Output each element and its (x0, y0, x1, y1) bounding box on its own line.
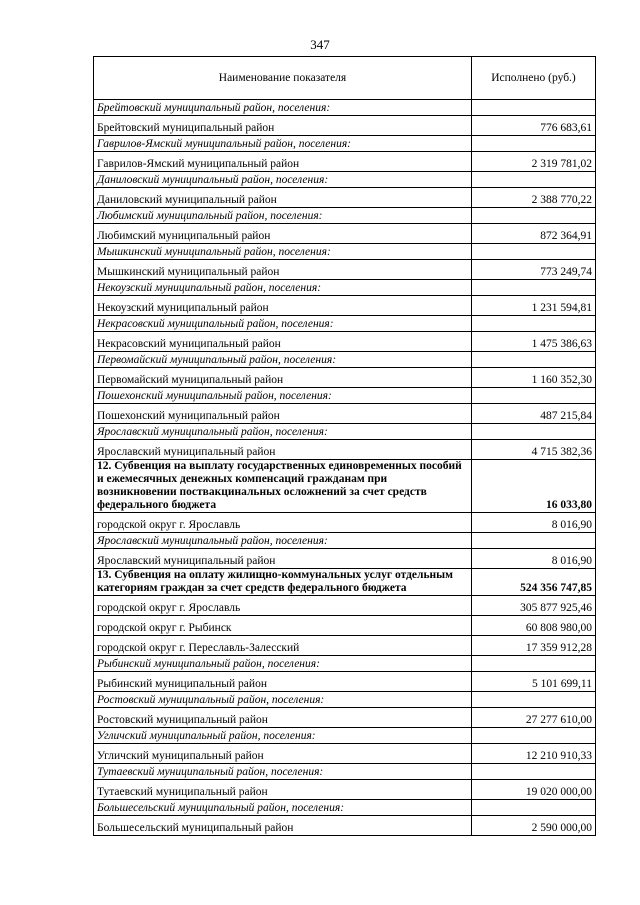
row-value: 2 590 000,00 (472, 816, 596, 836)
region-header-row (94, 728, 596, 744)
row-value (472, 280, 596, 296)
region-header-row (94, 656, 596, 672)
row-name: Большесельский муниципальный район, поселения: (94, 800, 472, 816)
table-row (94, 616, 596, 636)
table-row (94, 708, 596, 728)
region-header-row (94, 316, 596, 332)
row-value: 872 364,91 (472, 224, 596, 244)
row-value: 4 715 382,36 (472, 440, 596, 460)
region-header-row (94, 136, 596, 152)
table-body (94, 100, 596, 836)
row-value: 2 319 781,02 (472, 152, 596, 172)
row-name: Гаврилов-Ямский муниципальный район (94, 152, 472, 172)
row-name: городской округ г. Ярославль (94, 513, 472, 533)
row-name: Даниловский муниципальный район, поселения: (94, 172, 472, 188)
row-value: 17 359 912,28 (472, 636, 596, 656)
region-header-row (94, 692, 596, 708)
row-value (472, 424, 596, 440)
row-value: 776 683,61 (472, 116, 596, 136)
table-row (94, 116, 596, 136)
table-row (94, 332, 596, 352)
row-value: 60 808 980,00 (472, 616, 596, 636)
row-value: 16 033,80 (472, 460, 596, 513)
table-row (94, 224, 596, 244)
row-value (472, 656, 596, 672)
row-name: Ярославский муниципальный район, поселения: (94, 533, 472, 549)
row-value: 8 016,90 (472, 513, 596, 533)
row-value (472, 728, 596, 744)
region-header-row (94, 100, 596, 116)
header-indicator-name: Наименование показателя (94, 57, 472, 100)
row-name: Ярославский муниципальный район (94, 440, 472, 460)
row-name: Угличский муниципальный район, поселения: (94, 728, 472, 744)
row-value: 19 020 000,00 (472, 780, 596, 800)
region-header-row (94, 208, 596, 224)
section-total-row (94, 569, 596, 596)
table-row (94, 816, 596, 836)
table-row (94, 636, 596, 656)
row-value (472, 764, 596, 780)
row-name: Мышкинский муниципальный район, поселения: (94, 244, 472, 260)
row-value: 305 877 925,46 (472, 596, 596, 616)
table-row (94, 440, 596, 460)
row-name: Ярославский муниципальный район, поселения: (94, 424, 472, 440)
row-name: Гаврилов-Ямский муниципальный район, поселения: (94, 136, 472, 152)
region-header-row (94, 172, 596, 188)
row-name: городской округ г. Ярославль (94, 596, 472, 616)
row-value (472, 800, 596, 816)
region-header-row (94, 244, 596, 260)
region-header-row (94, 800, 596, 816)
region-header-row (94, 424, 596, 440)
row-value: 12 210 910,33 (472, 744, 596, 764)
row-name: Некрасовский муниципальный район (94, 332, 472, 352)
row-name: городской округ г. Переславль-Залесский (94, 636, 472, 656)
table-row (94, 672, 596, 692)
row-value: 487 215,84 (472, 404, 596, 424)
row-name: Угличский муниципальный район (94, 744, 472, 764)
row-value: 8 016,90 (472, 549, 596, 569)
row-value: 2 388 770,22 (472, 188, 596, 208)
table-row (94, 188, 596, 208)
row-name: Пошехонский муниципальный район (94, 404, 472, 424)
row-name: 12. Субвенция на выплату государственных единовременных пособий и ежемесячных денежных компенсаций гражданам при возникновении поствакцинальных осложнений за счет средств федерального бюджета (94, 460, 472, 513)
region-header-row (94, 764, 596, 780)
row-name: Ростовский муниципальный район, поселения: (94, 692, 472, 708)
row-value (472, 244, 596, 260)
page-number: 347 (310, 37, 330, 52)
table-row (94, 368, 596, 388)
table-row (94, 744, 596, 764)
table-header-row (94, 57, 596, 100)
row-value (472, 388, 596, 404)
row-name: Пошехонский муниципальный район, поселения: (94, 388, 472, 404)
row-value (472, 208, 596, 224)
row-name: Брейтовский муниципальный район, поселения: (94, 100, 472, 116)
row-name: 13. Субвенция на оплату жилищно-коммунальных услуг отдельным категориям граждан за счет средств федерального бюджета (94, 569, 472, 596)
row-name: Мышкинский муниципальный район (94, 260, 472, 280)
row-value: 1 475 386,63 (472, 332, 596, 352)
row-value: 1 231 594,81 (472, 296, 596, 316)
row-value: 27 277 610,00 (472, 708, 596, 728)
table-row (94, 404, 596, 424)
region-header-row (94, 352, 596, 368)
row-name: Некоузский муниципальный район (94, 296, 472, 316)
row-value: 5 101 699,11 (472, 672, 596, 692)
row-value (472, 533, 596, 549)
row-value (472, 316, 596, 332)
row-value: 1 160 352,30 (472, 368, 596, 388)
region-header-row (94, 533, 596, 549)
table-row (94, 513, 596, 533)
table-row (94, 780, 596, 800)
row-value (472, 100, 596, 116)
row-value (472, 172, 596, 188)
row-name: Тутаевский муниципальный район (94, 780, 472, 800)
row-value: 773 249,74 (472, 260, 596, 280)
row-name: Ярославский муниципальный район (94, 549, 472, 569)
row-name: Любимский муниципальный район, поселения: (94, 208, 472, 224)
row-name: Некоузский муниципальный район, поселения: (94, 280, 472, 296)
row-name: Брейтовский муниципальный район (94, 116, 472, 136)
table-row (94, 260, 596, 280)
row-name: городской округ г. Рыбинск (94, 616, 472, 636)
row-name: Даниловский муниципальный район (94, 188, 472, 208)
row-name: Первомайский муниципальный район, поселения: (94, 352, 472, 368)
table-row (94, 549, 596, 569)
region-header-row (94, 280, 596, 296)
table-row (94, 296, 596, 316)
row-name: Большесельский муниципальный район (94, 816, 472, 836)
section-total-row (94, 460, 596, 513)
table-row (94, 596, 596, 616)
row-value: 524 356 747,85 (472, 569, 596, 596)
row-name: Ростовский муниципальный район (94, 708, 472, 728)
region-header-row (94, 388, 596, 404)
row-name: Некрасовский муниципальный район, поселения: (94, 316, 472, 332)
row-value (472, 136, 596, 152)
row-name: Тутаевский муниципальный район, поселения: (94, 764, 472, 780)
row-name: Рыбинский муниципальный район (94, 672, 472, 692)
row-value (472, 352, 596, 368)
row-value (472, 692, 596, 708)
header-executed-amount: Исполнено (руб.) (472, 57, 596, 100)
row-name: Рыбинский муниципальный район, поселения: (94, 656, 472, 672)
row-name: Любимский муниципальный район (94, 224, 472, 244)
table-row (94, 152, 596, 172)
row-name: Первомайский муниципальный район (94, 368, 472, 388)
budget-table (93, 56, 596, 836)
